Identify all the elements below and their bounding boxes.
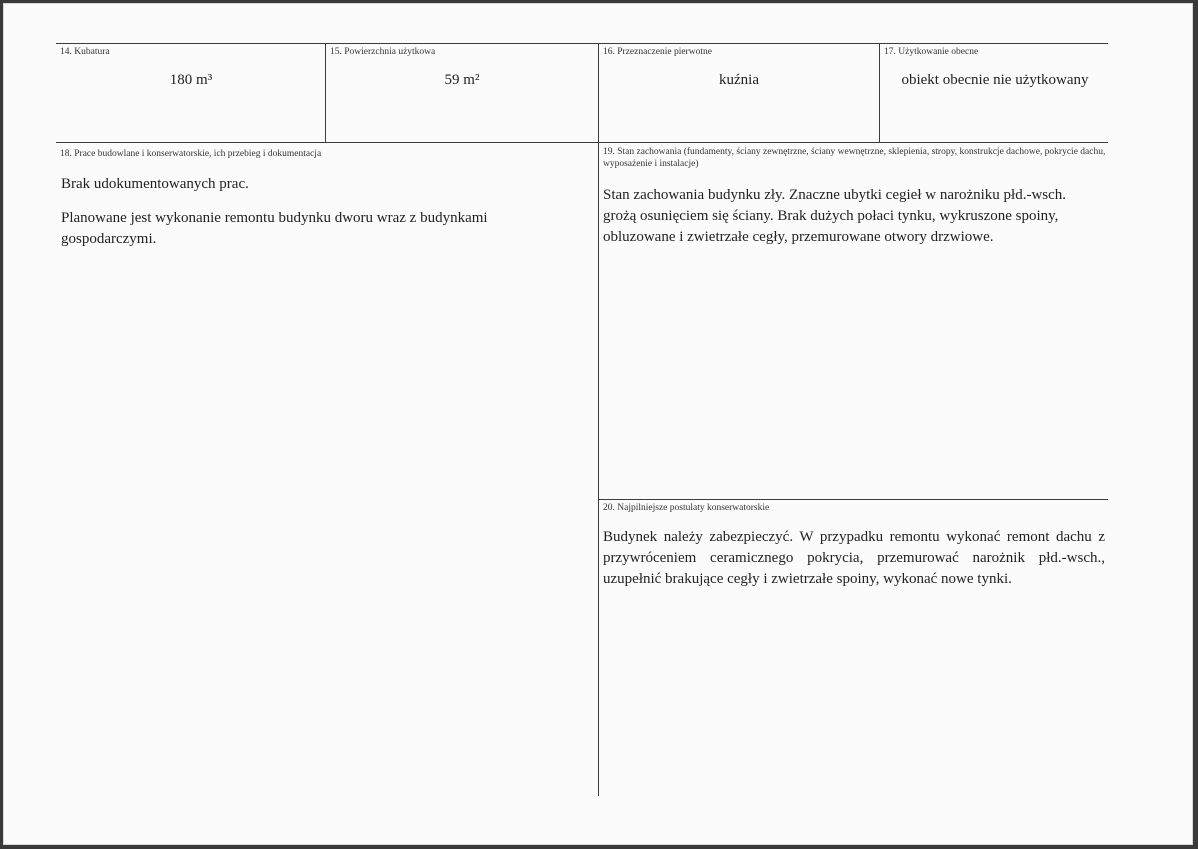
- divider-14-15: [325, 43, 326, 142]
- field-20-content: Budynek należy zabezpieczyć. W przypadku remontu wykonać remont dachu z przywróceniem ceramicznego pokrycia, przemurować narożnik płd.-wsch., uzupełnić brakujące cegły i zwietrzałe spoiny, wykonać nowe tynki.: [603, 529, 1105, 587]
- field-20-label: 20. Najpilniejsze postulaty konserwatorskie: [603, 503, 770, 513]
- field-18-label: 18. Prace budowlane i konserwatorskie, ich przebieg i dokumentacja: [60, 149, 322, 159]
- field-16-label: 16. Przeznaczenie pierwotne: [603, 47, 712, 57]
- field-16-value: kuźnia: [719, 72, 759, 88]
- field-14-label: 14. Kubatura: [60, 47, 110, 57]
- section-20-top-line: [598, 499, 1108, 500]
- field-17-label: 17. Użytkowanie obecne: [884, 47, 979, 57]
- field-15-label: 15. Powierzchnia użytkowa: [330, 47, 436, 57]
- divider-15-16: [598, 43, 599, 796]
- field-18-paragraph-1: Brak udokumentowanych prac.: [61, 176, 249, 192]
- field-18-content: [61, 174, 501, 250]
- field-18-paragraph-2: Planowane jest wykonanie remontu budynku dworu wraz z budynkami gospodarczymi.: [61, 210, 488, 247]
- field-19-label: 19. Stan zachowania (fundamenty, ściany zewnętrzne, ściany wewnętrzne, sklepienia, stropy, konstrukcje dachowe, pokrycie dachu, wyposażenie i instalacje): [603, 147, 1106, 169]
- field-14-value: 180 m³: [169, 72, 213, 88]
- divider-16-17: [879, 43, 880, 142]
- field-19-content: Stan zachowania budynku zły. Znaczne ubytki cegieł w narożniku płd.-wsch. grożą osunięciem się ściany. Brak dużych połaci tynku, wykruszone spoiny, obluzowane i zwietrzałe cegły, przemurowane otwory drzwiowe.: [603, 187, 1067, 245]
- field-17-value: obiekt obecnie nie użytkowany: [901, 72, 1089, 88]
- row-divider-line: [56, 142, 1108, 143]
- form-sheet: [3, 3, 1193, 845]
- field-15-value: 59 m²: [444, 72, 480, 88]
- top-border-line: [56, 43, 1108, 44]
